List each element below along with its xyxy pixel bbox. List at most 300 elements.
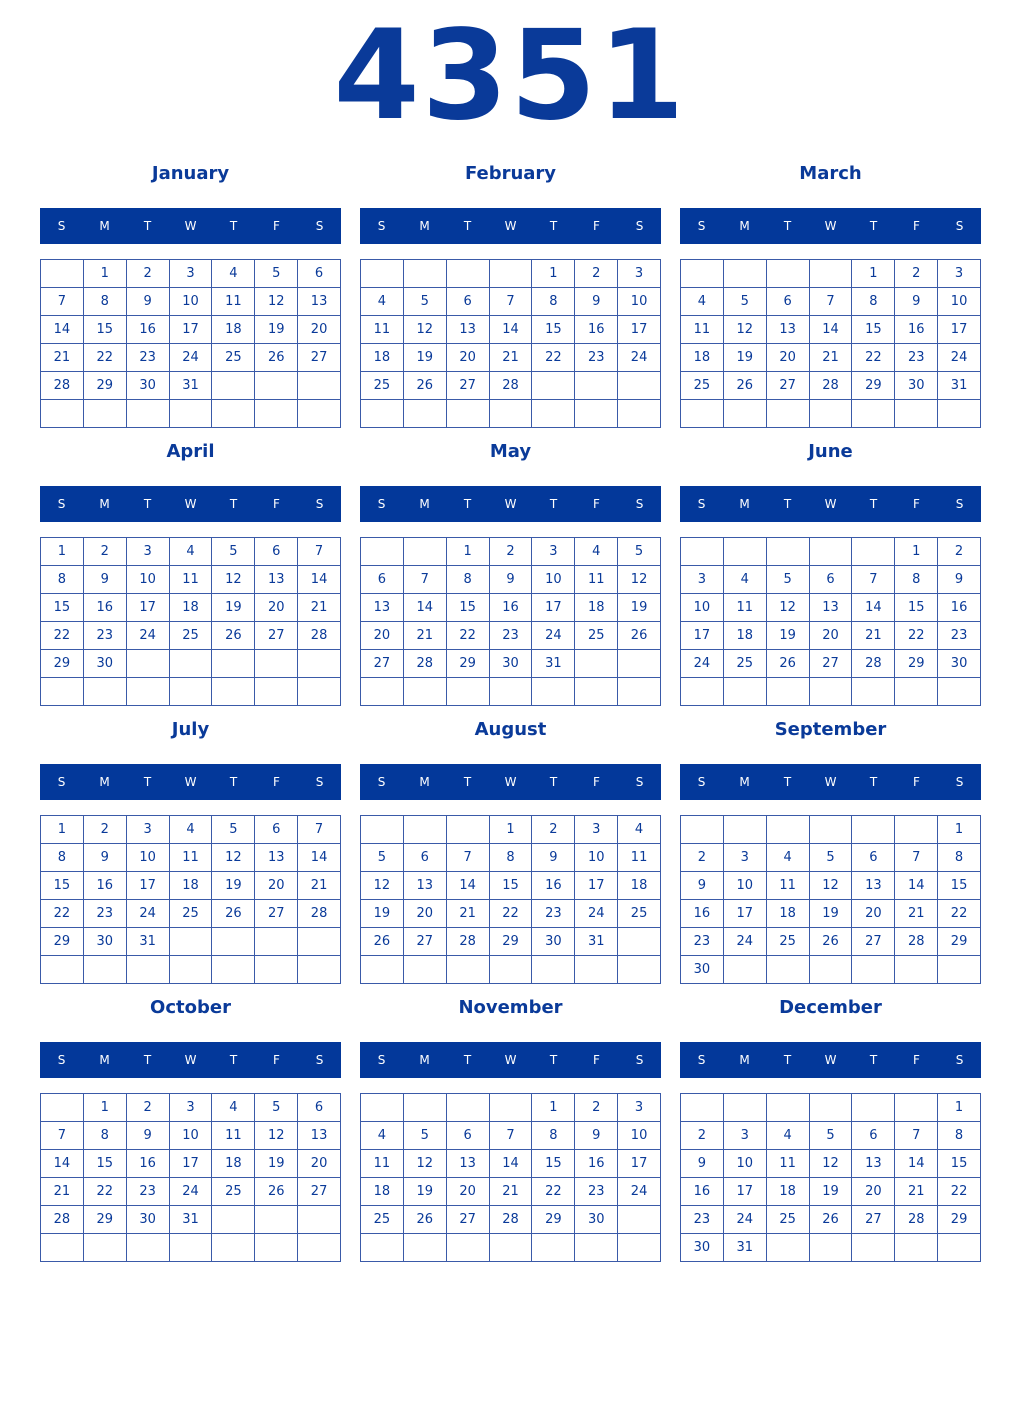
empty-cell xyxy=(298,1234,341,1262)
empty-cell xyxy=(532,1234,575,1262)
day-grid xyxy=(680,537,981,706)
day-cell: 12 xyxy=(724,316,767,344)
day-cell: 15 xyxy=(84,316,127,344)
empty-cell xyxy=(681,538,724,566)
day-cell: 15 xyxy=(84,1150,127,1178)
day-cell: 3 xyxy=(127,816,170,844)
empty-cell xyxy=(127,956,170,984)
weekday-header xyxy=(360,208,661,244)
weekday-label: W xyxy=(504,775,517,789)
weekday-label: M xyxy=(419,219,430,233)
day-cell: 7 xyxy=(895,844,938,872)
weekday-header xyxy=(360,486,661,522)
weekday-label: S xyxy=(57,219,66,233)
day-cell: 29 xyxy=(447,650,490,678)
empty-cell xyxy=(255,1234,298,1262)
day-grid xyxy=(680,1093,981,1262)
day-cell: 1 xyxy=(532,1094,575,1122)
day-cell: 4 xyxy=(361,288,404,316)
day-cell: 16 xyxy=(938,594,981,622)
weekday-label: S xyxy=(57,1053,66,1067)
day-cell: 13 xyxy=(852,872,895,900)
day-cell: 29 xyxy=(895,650,938,678)
day-cell: 21 xyxy=(298,872,341,900)
empty-cell xyxy=(852,1094,895,1122)
weekday-label: F xyxy=(273,219,280,233)
day-cell: 12 xyxy=(212,844,255,872)
day-cell: 14 xyxy=(447,872,490,900)
day-cell: 23 xyxy=(681,1206,724,1234)
weekday-label: M xyxy=(419,775,430,789)
day-cell: 25 xyxy=(170,900,213,928)
empty-cell xyxy=(575,1234,618,1262)
empty-cell xyxy=(938,956,981,984)
day-cell: 9 xyxy=(681,1150,724,1178)
day-cell: 30 xyxy=(895,372,938,400)
day-cell: 17 xyxy=(724,1178,767,1206)
day-cell: 15 xyxy=(938,872,981,900)
day-cell: 10 xyxy=(170,288,213,316)
empty-cell xyxy=(575,956,618,984)
weekday-label: T xyxy=(783,497,792,511)
empty-cell xyxy=(298,956,341,984)
day-cell: 22 xyxy=(532,1178,575,1206)
empty-cell xyxy=(447,678,490,706)
weekday-header xyxy=(40,1042,341,1078)
empty-cell xyxy=(618,650,661,678)
empty-cell xyxy=(212,1206,255,1234)
day-cell: 21 xyxy=(447,900,490,928)
day-cell: 6 xyxy=(298,1094,341,1122)
day-cell: 18 xyxy=(575,594,618,622)
empty-cell xyxy=(724,816,767,844)
day-cell: 8 xyxy=(938,844,981,872)
empty-cell xyxy=(84,678,127,706)
empty-cell xyxy=(361,816,404,844)
day-cell: 16 xyxy=(127,1150,170,1178)
empty-cell xyxy=(127,650,170,678)
month-name: November xyxy=(458,997,563,1018)
empty-cell xyxy=(852,538,895,566)
day-cell: 11 xyxy=(767,1150,810,1178)
day-cell: 27 xyxy=(852,1206,895,1234)
day-cell: 10 xyxy=(618,1122,661,1150)
weekday-label: S xyxy=(697,219,706,233)
day-cell: 24 xyxy=(681,650,724,678)
day-cell: 2 xyxy=(532,816,575,844)
day-cell: 25 xyxy=(575,622,618,650)
empty-cell xyxy=(212,400,255,428)
day-cell: 28 xyxy=(895,928,938,956)
weekday-label: T xyxy=(549,219,558,233)
day-cell: 16 xyxy=(895,316,938,344)
weekday-label: F xyxy=(913,219,920,233)
day-cell: 20 xyxy=(361,622,404,650)
empty-cell xyxy=(852,1234,895,1262)
day-cell: 3 xyxy=(938,260,981,288)
day-cell: 5 xyxy=(767,566,810,594)
day-cell: 9 xyxy=(127,1122,170,1150)
day-cell: 9 xyxy=(938,566,981,594)
empty-cell xyxy=(404,1094,447,1122)
day-cell: 1 xyxy=(84,260,127,288)
day-cell: 13 xyxy=(852,1150,895,1178)
weekday-label: M xyxy=(99,497,110,511)
day-cell: 1 xyxy=(41,538,84,566)
empty-cell xyxy=(255,1206,298,1234)
weekday-label: S xyxy=(955,219,964,233)
day-cell: 5 xyxy=(724,288,767,316)
day-cell: 5 xyxy=(255,1094,298,1122)
empty-cell xyxy=(681,260,724,288)
day-cell: 7 xyxy=(490,288,533,316)
day-cell: 18 xyxy=(212,1150,255,1178)
day-cell: 2 xyxy=(84,538,127,566)
day-cell: 16 xyxy=(84,872,127,900)
day-cell: 30 xyxy=(490,650,533,678)
weekday-label: F xyxy=(593,219,600,233)
weekday-label: W xyxy=(824,219,837,233)
empty-cell xyxy=(490,400,533,428)
day-cell: 7 xyxy=(895,1122,938,1150)
day-cell: 6 xyxy=(447,1122,490,1150)
day-cell: 11 xyxy=(212,288,255,316)
day-cell: 27 xyxy=(767,372,810,400)
empty-cell xyxy=(681,400,724,428)
empty-cell xyxy=(895,1234,938,1262)
month-name: April xyxy=(166,441,215,462)
empty-cell xyxy=(447,1094,490,1122)
day-cell: 19 xyxy=(618,594,661,622)
empty-cell xyxy=(212,1234,255,1262)
empty-cell xyxy=(895,678,938,706)
day-cell: 15 xyxy=(938,1150,981,1178)
day-cell: 2 xyxy=(681,844,724,872)
day-cell: 19 xyxy=(361,900,404,928)
weekday-label: T xyxy=(143,775,152,789)
day-cell: 27 xyxy=(361,650,404,678)
day-cell: 18 xyxy=(212,316,255,344)
day-cell: 26 xyxy=(404,1206,447,1234)
empty-cell xyxy=(298,1206,341,1234)
day-cell: 4 xyxy=(767,1122,810,1150)
weekday-label: S xyxy=(315,775,324,789)
day-cell: 13 xyxy=(404,872,447,900)
day-cell: 24 xyxy=(618,1178,661,1206)
empty-cell xyxy=(767,260,810,288)
day-cell: 3 xyxy=(170,260,213,288)
day-cell: 8 xyxy=(447,566,490,594)
month-name: February xyxy=(464,163,557,184)
empty-cell xyxy=(170,956,213,984)
day-cell: 9 xyxy=(84,844,127,872)
day-cell: 5 xyxy=(404,288,447,316)
day-grid xyxy=(680,259,981,428)
day-cell: 22 xyxy=(41,900,84,928)
day-cell: 24 xyxy=(170,344,213,372)
empty-cell xyxy=(490,260,533,288)
day-cell: 6 xyxy=(810,566,853,594)
empty-cell xyxy=(575,650,618,678)
day-cell: 19 xyxy=(212,872,255,900)
weekday-label: S xyxy=(57,775,66,789)
day-cell: 3 xyxy=(127,538,170,566)
day-cell: 5 xyxy=(404,1122,447,1150)
day-cell: 21 xyxy=(41,1178,84,1206)
day-cell: 22 xyxy=(84,344,127,372)
empty-cell xyxy=(127,400,170,428)
weekday-label: W xyxy=(184,497,197,511)
month-name: September xyxy=(774,719,887,740)
day-cell: 26 xyxy=(767,650,810,678)
day-cell: 24 xyxy=(724,928,767,956)
day-cell: 4 xyxy=(575,538,618,566)
day-cell: 3 xyxy=(618,260,661,288)
day-cell: 17 xyxy=(938,316,981,344)
day-cell: 4 xyxy=(170,816,213,844)
day-cell: 6 xyxy=(255,538,298,566)
empty-cell xyxy=(84,1234,127,1262)
day-cell: 7 xyxy=(490,1122,533,1150)
day-cell: 26 xyxy=(212,622,255,650)
month-name: May xyxy=(489,441,532,462)
day-cell: 21 xyxy=(404,622,447,650)
day-cell: 29 xyxy=(938,1206,981,1234)
day-cell: 24 xyxy=(575,900,618,928)
day-cell: 10 xyxy=(532,566,575,594)
day-cell: 12 xyxy=(810,872,853,900)
day-cell: 12 xyxy=(767,594,810,622)
empty-cell xyxy=(255,928,298,956)
day-cell: 12 xyxy=(404,316,447,344)
day-cell: 15 xyxy=(490,872,533,900)
day-cell: 12 xyxy=(255,1122,298,1150)
day-cell: 7 xyxy=(298,538,341,566)
weekday-header xyxy=(360,764,661,800)
day-cell: 28 xyxy=(810,372,853,400)
day-cell: 24 xyxy=(127,900,170,928)
empty-cell xyxy=(127,1234,170,1262)
weekday-label: W xyxy=(504,497,517,511)
day-cell: 18 xyxy=(170,872,213,900)
empty-cell xyxy=(361,1094,404,1122)
day-cell: 3 xyxy=(170,1094,213,1122)
day-cell: 7 xyxy=(41,288,84,316)
day-cell: 28 xyxy=(41,1206,84,1234)
day-cell: 29 xyxy=(84,1206,127,1234)
day-cell: 17 xyxy=(532,594,575,622)
empty-cell xyxy=(255,400,298,428)
day-cell: 18 xyxy=(361,344,404,372)
weekday-label: F xyxy=(913,775,920,789)
weekday-label: T xyxy=(783,775,792,789)
day-cell: 1 xyxy=(447,538,490,566)
weekday-label: S xyxy=(377,219,386,233)
day-cell: 30 xyxy=(681,1234,724,1262)
weekday-label: T xyxy=(463,497,472,511)
day-cell: 13 xyxy=(255,566,298,594)
day-cell: 27 xyxy=(404,928,447,956)
day-grid xyxy=(360,1093,661,1262)
day-cell: 24 xyxy=(170,1178,213,1206)
day-cell: 23 xyxy=(938,622,981,650)
empty-cell xyxy=(852,956,895,984)
weekday-label: S xyxy=(315,497,324,511)
day-cell: 30 xyxy=(127,1206,170,1234)
weekday-label: M xyxy=(739,497,750,511)
day-cell: 22 xyxy=(41,622,84,650)
day-cell: 16 xyxy=(681,900,724,928)
weekday-header xyxy=(680,208,981,244)
empty-cell xyxy=(532,372,575,400)
month-name: March xyxy=(799,163,862,184)
day-cell: 16 xyxy=(575,1150,618,1178)
weekday-label: S xyxy=(635,775,644,789)
day-cell: 25 xyxy=(767,928,810,956)
day-cell: 26 xyxy=(255,1178,298,1206)
weekday-label: M xyxy=(99,219,110,233)
day-cell: 14 xyxy=(298,566,341,594)
day-cell: 27 xyxy=(298,344,341,372)
day-cell: 11 xyxy=(618,844,661,872)
month-name: January xyxy=(151,163,230,184)
weekday-label: S xyxy=(377,1053,386,1067)
empty-cell xyxy=(938,400,981,428)
empty-cell xyxy=(170,928,213,956)
day-cell: 28 xyxy=(404,650,447,678)
day-cell: 10 xyxy=(575,844,618,872)
day-cell: 26 xyxy=(810,928,853,956)
day-cell: 8 xyxy=(490,844,533,872)
day-cell: 4 xyxy=(681,288,724,316)
day-cell: 7 xyxy=(810,288,853,316)
day-cell: 10 xyxy=(618,288,661,316)
empty-cell xyxy=(618,956,661,984)
day-cell: 23 xyxy=(127,1178,170,1206)
empty-cell xyxy=(810,538,853,566)
day-cell: 1 xyxy=(852,260,895,288)
weekday-label: S xyxy=(57,497,66,511)
day-cell: 9 xyxy=(84,566,127,594)
day-cell: 11 xyxy=(724,594,767,622)
empty-cell xyxy=(41,1094,84,1122)
day-cell: 12 xyxy=(618,566,661,594)
day-cell: 23 xyxy=(490,622,533,650)
empty-cell xyxy=(724,956,767,984)
empty-cell xyxy=(724,400,767,428)
day-cell: 30 xyxy=(84,928,127,956)
day-cell: 20 xyxy=(852,900,895,928)
empty-cell xyxy=(212,678,255,706)
weekday-label: T xyxy=(463,219,472,233)
empty-cell xyxy=(298,650,341,678)
day-cell: 22 xyxy=(490,900,533,928)
day-cell: 10 xyxy=(127,566,170,594)
weekday-header xyxy=(680,1042,981,1078)
day-cell: 17 xyxy=(127,594,170,622)
day-cell: 15 xyxy=(895,594,938,622)
empty-cell xyxy=(895,400,938,428)
day-cell: 23 xyxy=(532,900,575,928)
day-cell: 21 xyxy=(895,1178,938,1206)
day-cell: 10 xyxy=(724,872,767,900)
day-cell: 28 xyxy=(852,650,895,678)
day-cell: 26 xyxy=(618,622,661,650)
day-cell: 14 xyxy=(810,316,853,344)
empty-cell xyxy=(404,1234,447,1262)
weekday-label: T xyxy=(869,775,878,789)
day-cell: 28 xyxy=(298,900,341,928)
day-cell: 8 xyxy=(852,288,895,316)
day-cell: 5 xyxy=(361,844,404,872)
empty-cell xyxy=(127,678,170,706)
day-cell: 11 xyxy=(361,316,404,344)
day-cell: 29 xyxy=(41,928,84,956)
day-cell: 12 xyxy=(255,288,298,316)
day-cell: 7 xyxy=(852,566,895,594)
day-cell: 11 xyxy=(212,1122,255,1150)
day-cell: 14 xyxy=(490,1150,533,1178)
day-cell: 23 xyxy=(127,344,170,372)
empty-cell xyxy=(361,1234,404,1262)
day-cell: 29 xyxy=(532,1206,575,1234)
day-cell: 5 xyxy=(212,816,255,844)
day-cell: 11 xyxy=(575,566,618,594)
day-cell: 6 xyxy=(255,816,298,844)
day-grid xyxy=(40,537,341,706)
empty-cell xyxy=(447,260,490,288)
weekday-label: F xyxy=(273,775,280,789)
day-cell: 13 xyxy=(361,594,404,622)
day-cell: 7 xyxy=(404,566,447,594)
weekday-label: T xyxy=(143,497,152,511)
day-cell: 19 xyxy=(212,594,255,622)
day-cell: 22 xyxy=(938,900,981,928)
weekday-label: W xyxy=(184,775,197,789)
day-cell: 1 xyxy=(938,816,981,844)
empty-cell xyxy=(170,400,213,428)
day-cell: 5 xyxy=(212,538,255,566)
weekday-label: M xyxy=(739,219,750,233)
day-cell: 21 xyxy=(41,344,84,372)
weekday-label: T xyxy=(549,775,558,789)
weekday-label: F xyxy=(593,775,600,789)
empty-cell xyxy=(490,1234,533,1262)
day-cell: 19 xyxy=(724,344,767,372)
weekday-label: W xyxy=(184,219,197,233)
day-cell: 25 xyxy=(361,1206,404,1234)
day-grid xyxy=(360,537,661,706)
day-cell: 11 xyxy=(681,316,724,344)
day-cell: 18 xyxy=(767,1178,810,1206)
empty-cell xyxy=(810,400,853,428)
empty-cell xyxy=(724,1094,767,1122)
day-cell: 8 xyxy=(84,288,127,316)
empty-cell xyxy=(767,1094,810,1122)
weekday-header xyxy=(40,486,341,522)
day-cell: 29 xyxy=(41,650,84,678)
day-cell: 25 xyxy=(724,650,767,678)
day-cell: 27 xyxy=(852,928,895,956)
day-cell: 31 xyxy=(170,1206,213,1234)
empty-cell xyxy=(361,956,404,984)
day-cell: 9 xyxy=(127,288,170,316)
day-cell: 14 xyxy=(895,1150,938,1178)
day-cell: 18 xyxy=(681,344,724,372)
weekday-label: M xyxy=(99,775,110,789)
empty-cell xyxy=(810,1234,853,1262)
day-cell: 20 xyxy=(767,344,810,372)
